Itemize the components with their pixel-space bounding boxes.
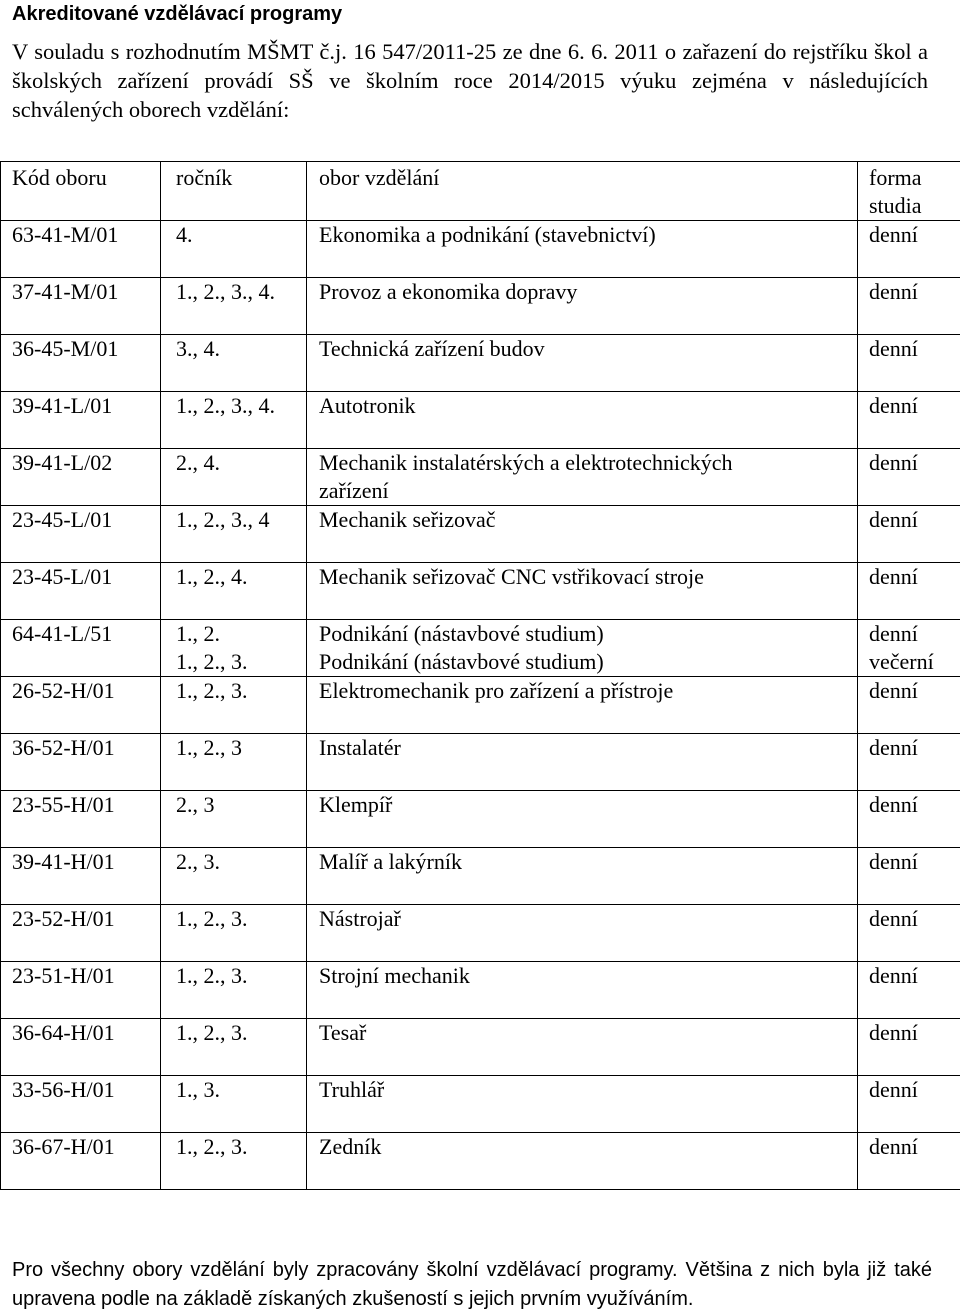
cell-form-text: denní [869,336,918,361]
cell-form-text: denní [869,621,918,646]
cell-code-text: 37-41-M/01 [12,279,119,304]
cell-form [858,392,960,449]
table-row [1,221,960,278]
cell-form [858,449,960,506]
cell-year-text: 1., 2., 3. [176,963,248,988]
cell-form [858,962,960,1019]
cell-year-text: 1., 2., 3., 4. [176,393,275,418]
cell-form-text: denní [869,507,918,532]
cell-year [161,335,307,392]
cell-year [161,620,307,677]
cell-form [858,221,960,278]
cell-field-text: Technická zařízení budov [319,336,545,361]
cell-year [161,563,307,620]
table-row [1,278,960,335]
cell-year [161,905,307,962]
cell-year [161,1133,307,1190]
cell-field [307,962,858,1019]
cell-form-text: denní [869,963,918,988]
cell-field [307,1133,858,1190]
cell-field-text: Zedník [319,1134,382,1159]
cell-year-text: 1., 2., 3 [176,735,242,760]
cell-field-text: Nástrojař [319,906,401,931]
cell-field-text: Podnikání (nástavbové studium) [319,621,604,646]
page-heading: Akreditované vzdělávací programy [12,3,343,25]
cell-code-text: 39-41-H/01 [12,849,115,874]
cell-code-text: 23-45-L/01 [12,507,113,532]
cell-form-text: denní [869,279,918,304]
cell-form-text: denní [869,906,918,931]
cell-code [1,905,161,962]
cell-code [1,848,161,905]
cell-year [161,848,307,905]
cell-code-text: 36-64-H/01 [12,1020,115,1045]
cell-code-text: 23-45-L/01 [12,564,113,589]
cell-code [1,962,161,1019]
cell-field-text: Elektromechanik pro zařízení a přístroje [319,678,674,703]
header-code: Kód oboru [1,162,161,221]
cell-form [858,335,960,392]
cell-code-text: 36-52-H/01 [12,735,115,760]
programs-table [0,161,960,1190]
cell-field [307,278,858,335]
cell-field-text: Mechanik instalatérských a elektrotechnických [319,450,733,475]
cell-field-text: Autotronik [319,393,416,418]
cell-year-text: 1., 2., 3. [176,649,248,674]
cell-year-text: 2., 3 [176,792,215,817]
table-row [1,791,960,848]
cell-form [858,620,960,677]
header-form-line1: forma [869,165,922,190]
cell-year-text: 1., 2., 3., 4. [176,279,275,304]
footer-paragraph: Pro všechny obory vzdělání byly zpracovány školní vzdělávací programy. Většina z nich byla již také upravena podle na základě získaných zkušeností s jejich prvním využíváním. [12,1259,932,1310]
cell-code-text: 39-41-L/02 [12,450,113,475]
cell-code [1,791,161,848]
header-form-line2: studia [869,193,922,218]
cell-field-text: Strojní mechanik [319,963,470,988]
table-row [1,620,960,677]
cell-code-text: 23-51-H/01 [12,963,115,988]
cell-code-text: 23-55-H/01 [12,792,115,817]
cell-year-text: 1., 2., 3. [176,906,248,931]
cell-year-text: 2., 3. [176,849,220,874]
cell-field-text: Podnikání (nástavbové studium) [319,649,604,674]
cell-year [161,506,307,563]
cell-form [858,905,960,962]
cell-year [161,734,307,791]
cell-year [161,1019,307,1076]
cell-form-text: denní [869,222,918,247]
cell-field-text: Klempíř [319,792,393,817]
cell-form [858,278,960,335]
cell-code-text: 64-41-L/51 [12,621,113,646]
table-row [1,392,960,449]
table-row [1,506,960,563]
table-row [1,1019,960,1076]
cell-field [307,506,858,563]
cell-form-text: denní [869,564,918,589]
cell-form-text: denní [869,1020,918,1045]
cell-code [1,335,161,392]
cell-code [1,677,161,734]
cell-code-text: 26-52-H/01 [12,678,115,703]
table-header-row [1,162,960,221]
cell-year [161,278,307,335]
table-row [1,734,960,791]
cell-form-text: denní [869,450,918,475]
cell-form [858,1133,960,1190]
cell-code [1,1133,161,1190]
cell-year [161,449,307,506]
cell-field-text: Tesař [319,1020,367,1045]
cell-year-text: 1., 2. [176,621,220,646]
cell-code [1,506,161,563]
cell-form-text: denní [869,1077,918,1102]
header-year: ročník [161,162,307,221]
cell-form [858,506,960,563]
cell-code-text: 63-41-M/01 [12,222,119,247]
table-row [1,335,960,392]
cell-code-text: 39-41-L/01 [12,393,113,418]
cell-form [858,791,960,848]
cell-form-text: denní [869,792,918,817]
cell-field [307,677,858,734]
cell-field [307,905,858,962]
table-row [1,563,960,620]
cell-year-text: 3., 4. [176,336,220,361]
cell-code-text: 33-56-H/01 [12,1077,115,1102]
cell-field-text: Ekonomika a podnikání (stavebnictví) [319,222,656,247]
cell-form-text: denní [869,735,918,760]
cell-year [161,392,307,449]
cell-field [307,449,858,506]
cell-year-text: 1., 2., 3. [176,678,248,703]
cell-form [858,677,960,734]
table-row [1,1133,960,1190]
cell-code [1,449,161,506]
cell-code [1,392,161,449]
cell-form [858,734,960,791]
cell-form-text: večerní [869,649,934,674]
cell-year-text: 1., 2., 3. [176,1020,248,1045]
cell-code [1,734,161,791]
cell-field [307,221,858,278]
cell-form [858,563,960,620]
cell-form [858,1076,960,1133]
cell-code [1,620,161,677]
cell-year [161,791,307,848]
table-row [1,962,960,1019]
cell-field-text: Truhlář [319,1077,385,1102]
cell-year-text: 1., 2., 3. [176,1134,248,1159]
cell-field-text: Mechanik seřizovač [319,507,496,532]
cell-form-text: denní [869,849,918,874]
cell-field [307,563,858,620]
cell-year [161,1076,307,1133]
cell-form-text: denní [869,393,918,418]
intro-paragraph: V souladu s rozhodnutím MŠMT č.j. 16 547/2011-25 ze dne 6. 6. 2011 o zařazení do rejstříku škol a školských zařízení provádí SŠ ve školním roce 2014/2015 výuku zejména v následujících schválených oborech vzdělání: [12,39,928,122]
table-row [1,848,960,905]
table-row [1,677,960,734]
cell-field-text: zařízení [319,478,389,503]
header-form [858,162,960,221]
cell-form-text: denní [869,678,918,703]
cell-year-text: 2., 4. [176,450,220,475]
cell-field [307,848,858,905]
table-row [1,1076,960,1133]
cell-year-text: 4. [176,222,193,247]
cell-year [161,221,307,278]
cell-form [858,1019,960,1076]
cell-field [307,620,858,677]
cell-form-text: denní [869,1134,918,1159]
cell-field-text: Malíř a lakýrník [319,849,462,874]
table-row [1,449,960,506]
cell-year [161,962,307,1019]
table-row [1,905,960,962]
cell-field [307,392,858,449]
cell-form [858,848,960,905]
cell-field [307,335,858,392]
cell-code [1,221,161,278]
cell-field [307,734,858,791]
cell-field [307,1019,858,1076]
cell-code [1,1076,161,1133]
cell-year-text: 1., 2., 4. [176,564,248,589]
cell-code-text: 36-67-H/01 [12,1134,115,1159]
cell-field-text: Mechanik seřizovač CNC vstřikovací stroje [319,564,704,589]
cell-field-text: Provoz a ekonomika dopravy [319,279,578,304]
cell-field [307,791,858,848]
cell-code [1,278,161,335]
cell-year [161,677,307,734]
cell-code-text: 23-52-H/01 [12,906,115,931]
header-field: obor vzdělání [307,162,858,221]
cell-code-text: 36-45-M/01 [12,336,119,361]
cell-code [1,1019,161,1076]
cell-year-text: 1., 2., 3., 4 [176,507,270,532]
cell-year-text: 1., 3. [176,1077,220,1102]
cell-code [1,563,161,620]
cell-field [307,1076,858,1133]
cell-field-text: Instalatér [319,735,401,760]
